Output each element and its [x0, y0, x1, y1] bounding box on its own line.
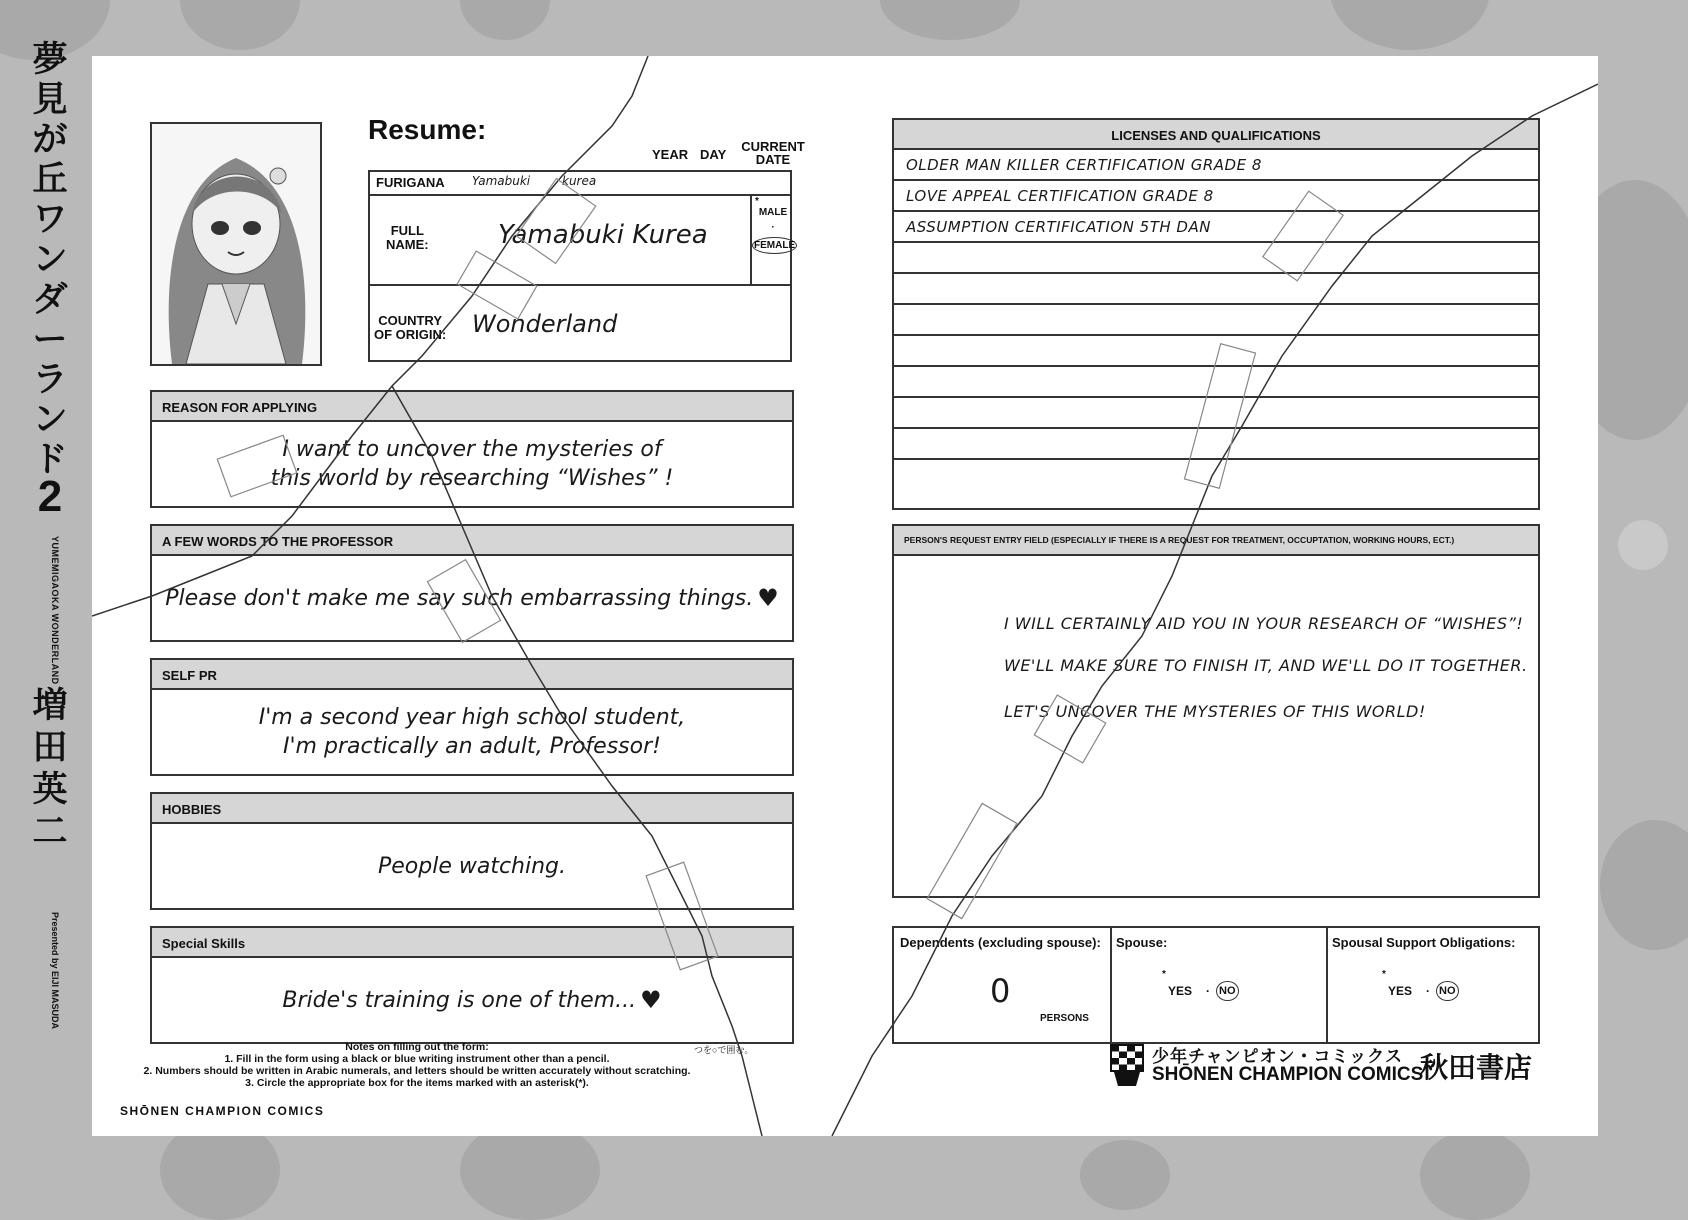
book-spine [18, 40, 82, 1180]
day-label: DAY [700, 147, 727, 162]
reason-label: REASON FOR APPLYING [152, 392, 792, 422]
reason-line-1: I want to uncover the mysteries of [282, 437, 662, 462]
request-line-2: WE'LL MAKE SURE TO FINISH IT, AND WE'LL DO IT TOGETHER. [1004, 656, 1528, 675]
fullname-label-1: FULL [390, 223, 424, 238]
gender-separator: · [771, 222, 775, 233]
skills-body [152, 958, 792, 1042]
licenses-section [892, 118, 1540, 510]
self-pr-body [152, 690, 792, 774]
license-empty-row [894, 243, 1538, 274]
furigana-first: Yamabuki [472, 174, 531, 188]
name-box [368, 170, 796, 362]
gender-asterisk: * [755, 196, 759, 207]
form-notes [92, 1041, 742, 1089]
country-label [374, 314, 446, 342]
spine-volume: 2 [37, 472, 63, 521]
publisher-label-jp: 少年チャンピオン・コミックス [1152, 1047, 1403, 1066]
support-separator: · [1426, 984, 1430, 998]
bg-dot [1420, 1130, 1530, 1220]
hobbies-text: People watching. [377, 853, 567, 879]
bg-dot [1600, 820, 1688, 950]
current-date-label [738, 140, 808, 166]
champion-emblem-icon [1110, 1044, 1144, 1088]
self-pr-line-2: I'm practically an adult, Professor! [283, 734, 661, 759]
country-label-2: OF ORIGIN: [374, 327, 447, 342]
licenses-label: LICENSES AND QUALIFICATIONS [894, 120, 1538, 150]
license-empty-row [894, 305, 1538, 336]
professor-text: Please don't make me say such embarrassing things. [165, 585, 754, 611]
support-label: Spousal Support Obligations: [1332, 935, 1516, 950]
jp-small-note: つを○で囲む。 [694, 1045, 754, 1055]
footer-imprint: SHŌNEN CHAMPION COMICS [120, 1104, 325, 1118]
hobbies-section [150, 792, 794, 910]
note-2: 2. Numbers should be written in Arabic numerals, and letters should be written accurately without scratching. [143, 1065, 691, 1077]
female-option-circled: FEMALE [752, 237, 797, 254]
dependents-field [894, 928, 1112, 1042]
license-item: OLDER MAN KILLER CERTIFICATION GRADE 8 [894, 150, 1538, 181]
self-pr-label: SELF PR [152, 660, 792, 690]
note-3: 3. Circle the appropriate box for the items marked with an asterisk(*). [245, 1077, 589, 1089]
hobbies-label: HOBBIES [152, 794, 792, 824]
furigana-label: FURIGANA [376, 175, 445, 190]
bg-dot [180, 0, 300, 50]
license-empty-row [894, 398, 1538, 429]
dependents-label: Dependents (excluding spouse): [900, 935, 1101, 950]
fullname-row [370, 194, 796, 286]
spouse-asterisk: * [1162, 969, 1166, 980]
note-1: 1. Fill in the form using a black or blue writing instrument other than a pencil. [224, 1053, 610, 1065]
request-line-3: LET'S UNCOVER THE MYSTERIES OF THIS WORLD! [1004, 702, 1426, 721]
family-section [892, 926, 1540, 1044]
skills-label: Special Skills [152, 928, 792, 958]
furigana-row [370, 172, 790, 196]
character-illustration [152, 124, 320, 364]
spine-title-en: YUMEMIGAOKA WONDERLAND [50, 536, 60, 685]
reason-section [150, 390, 794, 508]
publisher-logo [1110, 1040, 1570, 1100]
support-field [1326, 928, 1538, 1042]
self-pr-section [150, 658, 794, 776]
spine-title-jp: 夢見が丘ワンダーランド [32, 39, 68, 480]
country-value: Wonderland [472, 310, 618, 338]
publisher-label-en: SHŌNEN CHAMPION COMICS [1152, 1064, 1424, 1085]
license-item: ASSUMPTION CERTIFICATION 5TH DAN [894, 212, 1538, 243]
license-empty-row [894, 460, 1538, 491]
bg-dot [1618, 520, 1668, 570]
reason-body [152, 422, 792, 506]
spouse-label: Spouse: [1116, 935, 1168, 950]
spine-author-jp: 増田英二 [32, 685, 68, 852]
resume-sheet [92, 56, 1598, 1136]
spouse-separator: · [1206, 984, 1210, 998]
self-pr-line-1: I'm a second year high school student, [258, 705, 686, 730]
heart-icon: ♥ [640, 985, 662, 1014]
support-asterisk: * [1382, 969, 1386, 980]
support-yes: YES [1388, 984, 1413, 998]
professor-body [152, 556, 792, 640]
license-empty-row [894, 429, 1538, 460]
fullname-label-2: NAME: [386, 237, 429, 252]
country-label-1: COUNTRY [378, 313, 442, 328]
professor-section [150, 524, 794, 642]
license-empty-row [894, 274, 1538, 305]
hobbies-body [152, 824, 792, 908]
date-label: DATE [755, 152, 791, 167]
dependents-value: 0 [990, 972, 1011, 1010]
notes-title: Notes on filling out the form: [345, 1041, 489, 1053]
spouse-yes: YES [1168, 984, 1193, 998]
spouse-field [1110, 928, 1328, 1042]
request-section [892, 524, 1540, 898]
bg-dot [880, 0, 1020, 40]
license-empty-row [894, 336, 1538, 367]
bg-dot [1330, 0, 1490, 50]
gender-field [750, 194, 794, 284]
request-line-1: I WILL CERTAINLY AID YOU IN YOUR RESEARCH OF “WISHES”! [1004, 614, 1524, 633]
reason-line-2: this world by researching “Wishes” ! [270, 466, 674, 491]
heart-icon: ♥ [757, 583, 779, 612]
license-empty-row [894, 367, 1538, 398]
skills-section [150, 926, 794, 1044]
year-label: YEAR [652, 147, 689, 162]
professor-label: A FEW WORDS TO THE PROFESSOR [152, 526, 792, 556]
current-label: CURRENT [741, 139, 805, 154]
support-no-circled: NO [1436, 981, 1459, 1001]
request-label: PERSON'S REQUEST ENTRY FIELD (ESPECIALLY IF THERE IS A REQUEST FOR TREATMENT, OCCUPTATION, WORKING HOURS, ECT.) [894, 526, 1538, 556]
fullname-value: Yamabuki Kurea [498, 220, 708, 250]
persons-label: PERSONS [1040, 1013, 1089, 1024]
spine-presented-by: Presented by EIJI MASUDA [50, 912, 60, 1030]
publisher-company: 秋田書店 [1420, 1051, 1533, 1084]
license-item: LOVE APPEAL CERTIFICATION GRADE 8 [894, 181, 1538, 212]
male-option: MALE [758, 207, 788, 218]
bg-dot [460, 0, 550, 40]
country-row [370, 284, 790, 360]
spouse-no-circled: NO [1216, 981, 1239, 1001]
furigana-last: kurea [562, 174, 597, 188]
applicant-photo [150, 122, 322, 366]
resume-title: Resume: [368, 114, 487, 145]
fullname-label [386, 224, 429, 252]
skills-text: Bride's training is one of them... [282, 987, 637, 1013]
